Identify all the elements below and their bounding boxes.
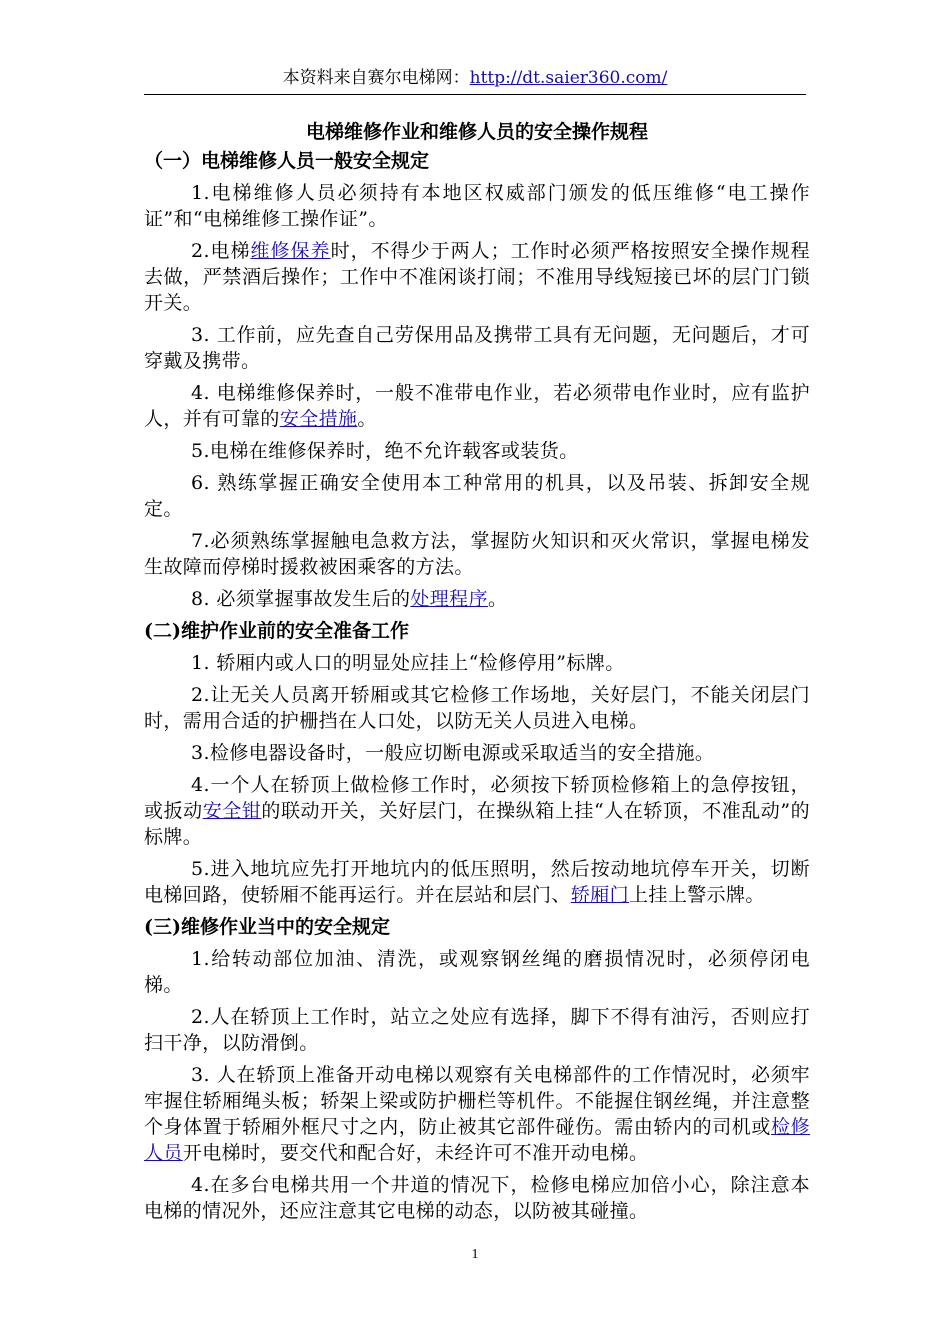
paragraph: 7.必须熟练掌握触电急救方法，掌握防火知识和灭火常识，掌握电梯发生故障而停梯时援救被困乘客的方法。 — [144, 530, 810, 578]
paragraph: 5.进入地坑应先打开地坑内的低压照明，然后按动地坑停车开关，切断电梯回路，使轿厢不能再运行。并在层站和层门、轿厢门上挂上警示牌。 — [144, 858, 810, 906]
page-header — [144, 66, 806, 95]
section-heading: (三)维修作业当中的安全规定 — [144, 916, 390, 938]
inline-link[interactable]: 维修保养 — [250, 240, 331, 262]
paragraph: 5.电梯在维修保养时，绝不允许载客或装货。 — [191, 440, 579, 462]
page-number: 1 — [471, 1247, 479, 1262]
paragraph: 2.电梯维修保养时，不得少于两人；工作时必须严格按照安全操作规程去做，严禁酒后操作；工作中不准闲谈打闹；不准用导线短接已坏的层门门锁开关。 — [144, 240, 810, 314]
paragraph: 4. 电梯维修保养时，一般不准带电作业，若必须带电作业时，应有监护人，并有可靠的安全措施。 — [144, 382, 810, 430]
header-url-link[interactable]: http://dt.saier360.com/ — [469, 68, 668, 88]
paragraph: 1. 轿厢内或人口的明显处应挂上“检修停用”标牌。 — [191, 652, 625, 674]
document-title: 电梯维修作业和维修人员的安全操作规程 — [305, 121, 648, 143]
inline-link[interactable]: 检修人员 — [144, 1116, 810, 1164]
paragraph: 2.人在轿顶上工作时，站立之处应有选择，脚下不得有油污，否则应打扫干净，以防滑倒。 — [144, 1006, 810, 1054]
paragraph: 3.检修电器设备时，一般应切断电源或采取适当的安全措施。 — [191, 742, 715, 764]
section-heading: (二)维护作业前的安全准备工作 — [144, 620, 409, 642]
paragraph: 8. 必须掌握事故发生后的处理程序。 — [191, 588, 508, 610]
inline-link[interactable]: 安全措施 — [279, 408, 358, 430]
inline-link[interactable]: 安全钳 — [202, 800, 262, 822]
inline-link[interactable]: 处理程序 — [410, 588, 488, 610]
paragraph: 2.让无关人员离开轿厢或其它检修工作场地，关好层门，不能关闭层门时，需用合适的护栅挡在人口处，以防无关人员进入电梯。 — [144, 684, 810, 732]
paragraph: 4.一个人在轿顶上做检修工作时，必须按下轿顶检修箱上的急停按钮，或扳动安全钳的联动开关，关好层门，在操纵箱上挂“人在轿顶，不准乱动”的标牌。 — [144, 774, 811, 848]
inline-link[interactable]: 轿厢门 — [570, 884, 630, 906]
paragraph: 6. 熟练掌握正确安全使用本工种常用的机具，以及吊装、拆卸安全规定。 — [144, 472, 810, 520]
paragraph: 3. 人在轿顶上准备开动电梯以观察有关电梯部件的工作情况时，必须牢牢握住轿厢绳头板；轿架上梁或防护栅栏等机件。不能握住钢丝绳，并注意整个身体置于轿厢外框尺寸之内，防止被其它部件碰伤。需由轿内的司机或检修人员开电梯时，要交代和配合好，未经许可不准开动电梯。 — [144, 1064, 810, 1164]
paragraph: 1.给转动部位加油、清洗，或观察钢丝绳的磨损情况时，必须停闭电梯。 — [144, 948, 810, 996]
paragraph: 1.电梯维修人员必须持有本地区权威部门颁发的低压维修“电工操作证”和“电梯维修工操作证”。 — [144, 182, 810, 230]
section-heading: （一）电梯维修人员一般安全规定 — [144, 150, 430, 172]
document-body — [144, 118, 810, 1230]
header-source-label: 本资料来自赛尔电梯网： — [282, 68, 470, 88]
paragraph: 4.在多台电梯共用一个井道的情况下，检修电梯应加倍小心，除注意本电梯的情况外，还应注意其它电梯的动态，以防被其碰撞。 — [144, 1174, 810, 1222]
paragraph: 3. 工作前，应先查自己劳保用品及携带工具有无问题，无问题后，才可穿戴及携带。 — [144, 324, 810, 372]
